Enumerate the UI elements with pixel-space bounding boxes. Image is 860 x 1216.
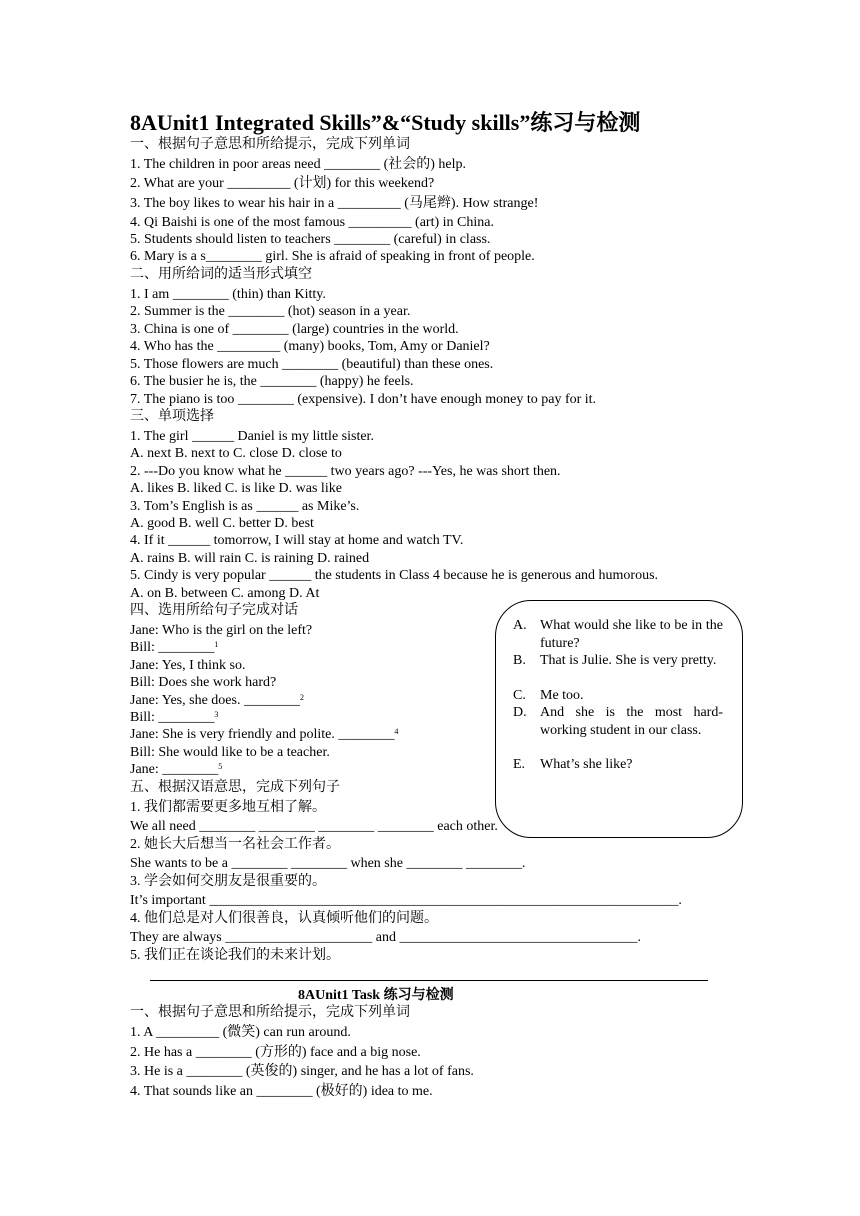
task-item: 1. A _________ (微笑) can run around.: [130, 1025, 351, 1040]
section5-heading: 五、根据汉语意思，完成下列句子: [130, 780, 340, 795]
section3-question: 1. The girl ______ Daniel is my little sister.: [130, 429, 374, 444]
section5-item: We all need ________ ________ ________ ________ each other.: [130, 819, 498, 834]
section2-item: 1. I am ________ (thin) than Kitty.: [130, 287, 326, 302]
section2-item: 4. Who has the _________ (many) books, Tom, Amy or Daniel?: [130, 339, 490, 354]
dialogue-line: Jane: Who is the girl on the left?: [130, 623, 313, 638]
section5-item: 4. 他们总是对人们很善良，认真倾听他们的问题。: [130, 911, 438, 926]
section5-item: She wants to be a ________ ________ when she ________ ________.: [130, 856, 526, 871]
section2-item: 6. The busier he is, the ________ (happy) he feels.: [130, 374, 414, 389]
section3-question: 2. ---Do you know what he ______ two years ago? ---Yes, he was short then.: [130, 464, 561, 479]
dialogue-line: Bill: ________$^1$: [130, 640, 219, 655]
section1-item: 3. The boy likes to wear his hair in a _________ (马尾辫). How strange!: [130, 196, 539, 211]
section3-question: 4. If it ______ tomorrow, I will stay at home and watch TV.: [130, 533, 464, 548]
section3-options: A. next B. next to C. close D. close to: [130, 446, 342, 461]
dialogue-line: Bill: ________$^3$: [130, 710, 219, 725]
worksheet-title: 8AUnit1 Integrated Skills”&“Study skills”练习与检测: [130, 110, 641, 135]
section5-item: 3. 学会如何交朋友是很重要的。: [130, 874, 326, 889]
section1-item: 4. Qi Baishi is one of the most famous _________ (art) in China.: [130, 215, 494, 230]
dialogue-options-box: A. What would she like to be in the future? B. That is Julie. She is very pretty. C. Me too. D. And she is the most hard-working student in our class. E. What’s she like?: [495, 600, 743, 838]
dialogue-line: Jane: ________$^5$: [130, 762, 223, 777]
section1-item: 2. What are your _________ (计划) for this weekend?: [130, 176, 435, 191]
section1-heading: 一、根据句子意思和所给提示，完成下列单词: [130, 137, 410, 152]
section5-item: 5. 我们正在谈论我们的未来计划。: [130, 948, 340, 963]
section3-heading: 三、单项选择: [130, 409, 214, 424]
section5-item: 2. 她长大后想当一名社会工作者。: [130, 837, 340, 852]
section3-question: 5. Cindy is very popular ______ the students in Class 4 because he is generous and humorous.: [130, 568, 659, 583]
section3-options: A. likes B. liked C. is like D. was like: [130, 481, 342, 496]
section2-item: 5. Those flowers are much ________ (beautiful) than these ones.: [130, 357, 494, 372]
section2-item: 3. China is one of ________ (large) countries in the world.: [130, 322, 459, 337]
task-title: 8AUnit1 Task 练习与检测: [298, 988, 454, 1003]
section2-item: 2. Summer is the ________ (hot) season in a year.: [130, 304, 411, 319]
section5-item: 1. 我们都需要更多地互相了解。: [130, 800, 326, 815]
dialogue-line: Bill: Does she work hard?: [130, 675, 277, 690]
section3-options: A. good B. well C. better D. best: [130, 516, 314, 531]
dialogue-line: Bill: She would like to be a teacher.: [130, 745, 330, 760]
section5-item: It’s important ___________________________________________________________________.: [130, 893, 682, 908]
section2-heading: 二、用所给词的适当形式填空: [130, 267, 312, 282]
task-item: 4. That sounds like an ________ (极好的) idea to me.: [130, 1084, 433, 1099]
section1-item: 1. The children in poor areas need ________ (社会的) help.: [130, 157, 467, 172]
section1-item: 5. Students should listen to teachers ________ (careful) in class.: [130, 232, 491, 247]
section3-options: A. on B. between C. among D. At: [130, 586, 320, 601]
task-item: 3. He is a ________ (英俊的) singer, and he has a lot of fans.: [130, 1064, 474, 1079]
dialogue-line: Jane: Yes, I think so.: [130, 658, 246, 673]
section4-heading: 四、选用所给句子完成对话: [130, 603, 298, 618]
section5-item: They are always _____________________ and __________________________________.: [130, 930, 641, 945]
section2-item: 7. The piano is too ________ (expensive). I don’t have enough money to pay for it.: [130, 392, 597, 407]
section3-options: A. rains B. will rain C. is raining D. rained: [130, 551, 370, 566]
section1-item: 6. Mary is a s________ girl. She is afraid of speaking in front of people.: [130, 249, 535, 264]
dialogue-line: Jane: She is very friendly and polite. ________$^4$: [130, 727, 399, 742]
task-item: 2. He has a ________ (方形的) face and a big nose.: [130, 1045, 421, 1060]
answer-line: [150, 980, 708, 981]
section3-question: 3. Tom’s English is as ______ as Mike’s.: [130, 499, 360, 514]
task-heading: 一、根据句子意思和所给提示，完成下列单词: [130, 1005, 410, 1020]
dialogue-line: Jane: Yes, she does. ________$^2$: [130, 693, 304, 708]
